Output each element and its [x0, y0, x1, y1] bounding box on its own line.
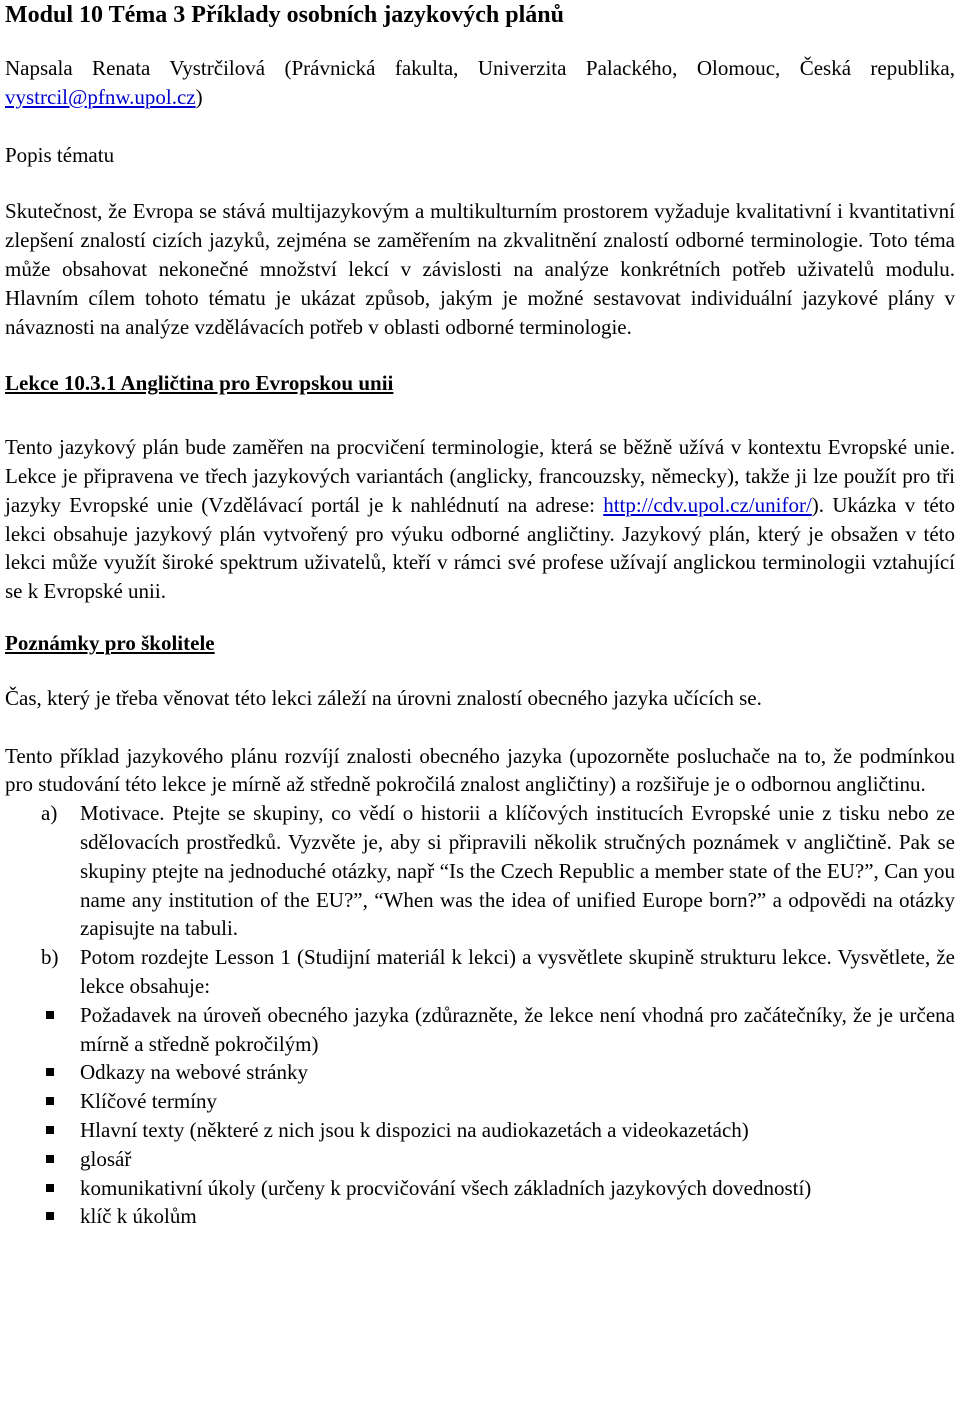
trainer-notes-heading: Poznámky pro školitele [5, 630, 215, 655]
portal-link[interactable]: http://cdv.upol.cz/unifor/ [603, 492, 812, 517]
bullet-item [5, 1001, 955, 1059]
bullet-text: Odkazy na webové stránky [80, 1060, 309, 1085]
step-item [5, 943, 955, 1231]
steps-list [5, 799, 955, 1231]
document-title: Modul 10 Téma 3 Příklady osobních jazykových plánů [5, 2, 564, 28]
square-bullet-icon [46, 1155, 54, 1163]
square-bullet-icon [46, 1212, 54, 1220]
square-bullet-icon [46, 1184, 54, 1192]
document-page [5, 0, 955, 1231]
step-text: Motivace. Ptejte se skupiny, co vědí o historii a klíčových institucích Evropské unie z tisku nebo ze sdělovacích prostředků. Vyzvěte je, aby si připravili několik stručných poznámek v angličtině. Pak se skupiny ptejte na jednoduché otázky, např “Is the Czech Republic a member state of the EU?”, Can you name any institution of the EU?”, “When was the idea of unified Europe born?” a odpovědi na otázky zapisujte na tabuli. [80, 801, 955, 941]
bullet-item [5, 1145, 955, 1174]
plan-example-paragraph: Tento příklad jazykového plánu rozvíjí znalosti obecného jazyka (upozorněte posluchače na to, že podmínkou pro studování této lekce je mírně až středně pokročilá znalost angličtiny) a rozšiřuje je o odbornou angličtinu. [5, 743, 955, 797]
bullet-item [5, 1058, 955, 1087]
lesson-contents-list [5, 1001, 955, 1231]
topic-description-heading: Popis tématu [5, 142, 115, 167]
author-email-link[interactable]: vystrcil@pfnw.upol.cz [5, 84, 196, 109]
topic-description-paragraph: Skutečnost, že Evropa se stává multijazykovým a multikulturním prostorem vyžaduje kvalitativní i kvantitativní zlepšení znalostí cizích jazyků, zejména se zaměřením na zkvalitnění znalostí odborné terminologie. Toto téma může obsahovat nekonečné množství lekcí v závislosti na analýze konkrétních potřeb uživatelů modulu. Hlavním cílem tohoto tématu je ukázat způsob, jakým je možné sestavovat individuální jazykové plány v návaznosti na analýze vzdělávacích potřeb v oblasti odborné terminologie. [5, 199, 955, 339]
bullet-text: klíč k úkolům [80, 1204, 197, 1229]
bullet-item [5, 1202, 955, 1231]
step-marker: a) [41, 801, 58, 826]
square-bullet-icon [46, 1126, 54, 1134]
lesson-heading: Lekce 10.3.1 Angličtina pro Evropskou unii [5, 371, 394, 396]
bullet-text: glosář [80, 1146, 132, 1171]
bullet-item [5, 1116, 955, 1145]
author-text: Napsala Renata Vystrčilová (Právnická fakulta, Univerzita Palackého, Olomouc, Česká republika, [5, 56, 955, 80]
square-bullet-icon [46, 1011, 54, 1019]
bullet-text: Požadavek na úroveň obecného jazyka (zdůrazněte, že lekce není vhodná pro začátečníky, že je určena mírně a středně pokročilým) [80, 1002, 955, 1056]
step-item [5, 799, 955, 943]
time-note-paragraph: Čas, který je třeba věnovat této lekci záleží na úrovni znalostí obecného jazyka učících se. [5, 685, 762, 710]
bullet-text: Klíčové termíny [80, 1089, 218, 1114]
bullet-item [5, 1087, 955, 1116]
square-bullet-icon [46, 1097, 54, 1105]
author-line [5, 54, 955, 112]
bullet-item [5, 1174, 955, 1203]
square-bullet-icon [46, 1068, 54, 1076]
lesson-text-before-link: Tento jazykový plán bude zaměřen na procvičení terminologie, která se běžně užívá v kontextu Evropské unie. Lekce je připravena ve třech jazykových variantách (anglicky, francouzsky, německy), takže ji lze použít pro tři jazyky Evropské unie (Vzdělávací portál je k nahlédnutí na adrese: [5, 435, 955, 517]
lesson-text-after-link: ). Ukázka v této lekci obsahuje jazykový plán vytvořený pro výuku odborné angličtiny. Jazykový plán, který je obsažen v této lekci může využít široké spektrum uživatelů, kteří v rámci své profese užívají anglickou terminologii vztahující se k Evropské unii. [5, 492, 955, 604]
step-text: Potom rozdejte Lesson 1 (Studijní materiál k lekci) a vysvětlete skupině strukturu lekce. Vysvětlete, že lekce obsahuje: [80, 945, 955, 998]
bullet-text: Hlavní texty (některé z nich jsou k dispozici na audiokazetách a videokazetách) [80, 1117, 749, 1142]
author-suffix: ) [195, 84, 203, 109]
bullet-text: komunikativní úkoly (určeny k procvičování všech základních jazykových dovedností) [80, 1175, 812, 1200]
step-marker: b) [41, 945, 59, 970]
lesson-paragraph [5, 433, 955, 606]
